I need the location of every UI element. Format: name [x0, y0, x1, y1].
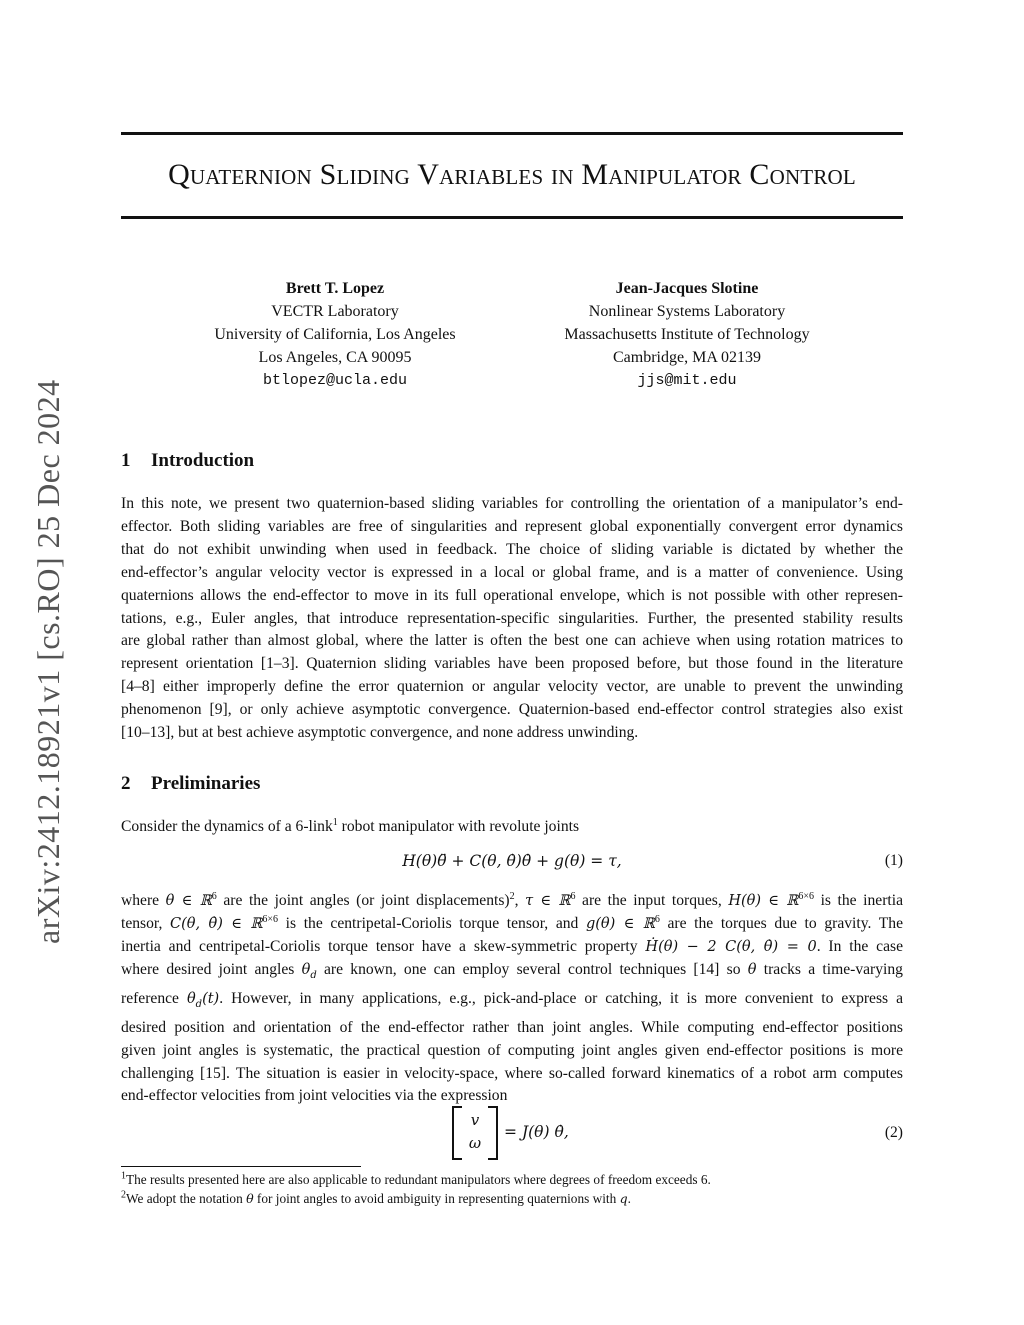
author-name: Jean-Jacques Slotine	[615, 280, 759, 297]
author-affiliation: Massachusetts Institute of Technology	[564, 326, 810, 343]
author-affiliation: University of California, Los Angeles	[214, 326, 456, 343]
author-affiliation: VECTR Laboratory	[271, 303, 399, 320]
equation-2-vector	[452, 1106, 498, 1156]
right-bracket	[488, 1106, 498, 1160]
footnote-2: $^2$We adopt the notation θ for joint angles to avoid ambiguity in representing quaternions with q.	[121, 1189, 631, 1206]
author-block-slotine	[537, 277, 837, 392]
section-heading-preliminaries: 2 Preliminaries	[121, 773, 261, 794]
footnote-ref: 1	[332, 816, 338, 828]
paper-title: Quaternion Sliding Variables in Manipulator Control	[168, 158, 856, 191]
equation-2-rhs: = J(θ) θ̇,	[504, 1123, 569, 1141]
author-block-lopez	[185, 277, 485, 392]
angular-velocity-symbol: ω	[468, 1134, 482, 1152]
footnote-rule	[121, 1166, 361, 1167]
preliminaries-intro-sentence: Consider the dynamics of a 6-link$^1$ robot manipulator with revolute joints	[121, 816, 580, 835]
equation-1-number: (1)	[884, 852, 903, 869]
arxiv-stamp: arXiv:2412.18921v1 [cs.RO] 25 Dec 2024	[30, 379, 66, 944]
author-affiliation: Cambridge, MA 02139	[613, 349, 761, 366]
author-affiliation: Los Angeles, CA 90095	[258, 349, 412, 366]
author-email: jjs@mit.edu	[637, 372, 737, 389]
author-affiliation: Nonlinear Systems Laboratory	[588, 303, 786, 320]
author-email: btlopez@ucla.edu	[262, 372, 408, 389]
section-heading-introduction: 1 Introduction	[121, 450, 255, 471]
footnote-1: $^1$The results presented here are also applicable to redundant manipulators where degrees of freedom exceeds 6.	[121, 1170, 711, 1187]
equation-1-body: H(θ)θ̈ + C(θ, θ̇)θ̇ + g(θ) = τ,	[402, 852, 622, 870]
introduction-paragraph: In this note, we present two quaternion-based sliding variables for controlling the orientation of a manipulator’s end- effector. Both sliding variables are free of singularities and represent global exponentially convergent error dynamics that do not exhibit unwinding when used in feedback. The choice of sliding variable is dictated by whether the end-effector’s angular velocity vector is expressed in a local or global frame, and is a matter of convenience. Using quaternions allows the end-effector to move in its full operational envelope, which is not possible with other represen- tations, e.g., Euler angles, that introduce representation-specific singularities. Further, the presented stability results are global rather than almost global, where the latter is often the best one can achieve when using rotation matrices to represent orientation [1–3]. Quaternion sliding variables have been proposed before, but those found in the literature [4–8] either improperly define the error quaternion or angular velocity vector, are unable to prevent the unwinding phenomenon [9], or only achieve asymptotic convergence. Quaternion-based end-effector control strategies also exist [10–13], but at best achieve asymptotic convergence, and none address unwinding.	[121, 495, 903, 742]
equation-1	[121, 852, 903, 882]
preliminaries-paragraph: where θ ∈ ℝ$^6$ are the joint angles (or joint displacements)$^2$, τ ∈ ℝ$^6$ are the input torques, H(θ) ∈ ℝ$^{6\times 6}$ is the inertia tensor, C(θ, θ̇) ∈ ℝ$^{6\times 6}$ is the centripetal-Coriolis torque tensor, and g(θ) ∈ ℝ$^6$ are the torques due to gravity. The inertia and centripetal-Coriolis torque tensor have a skew-symmetric property Ḣ(θ) − 2 C(θ, θ̇) = 0. In the case where desired joint angles $\theta_d$ are known, one can employ several control techniques [14] so θ tracks a time-varying reference $\theta_d(t)$. However, in many applications, e.g., pick-and-place or catching, it is more convenient to express a desired position and orientation of the end-effector rather than joint angles. While computing end-effector positions given joint angles is systematic, the practical question of computing joint angles given end-effector positions is more challenging [15]. The situation is easier in velocity-space, where so-called forward kinematics of a robot arm computes end-effector velocities from joint velocities via the expression	[121, 890, 904, 1105]
author-name: Brett T. Lopez	[285, 280, 385, 297]
title-rule-bottom	[121, 216, 903, 219]
equation-2-number: (2)	[884, 1124, 903, 1141]
title-rule-top	[121, 132, 903, 135]
linear-velocity-symbol: v	[470, 1111, 480, 1129]
